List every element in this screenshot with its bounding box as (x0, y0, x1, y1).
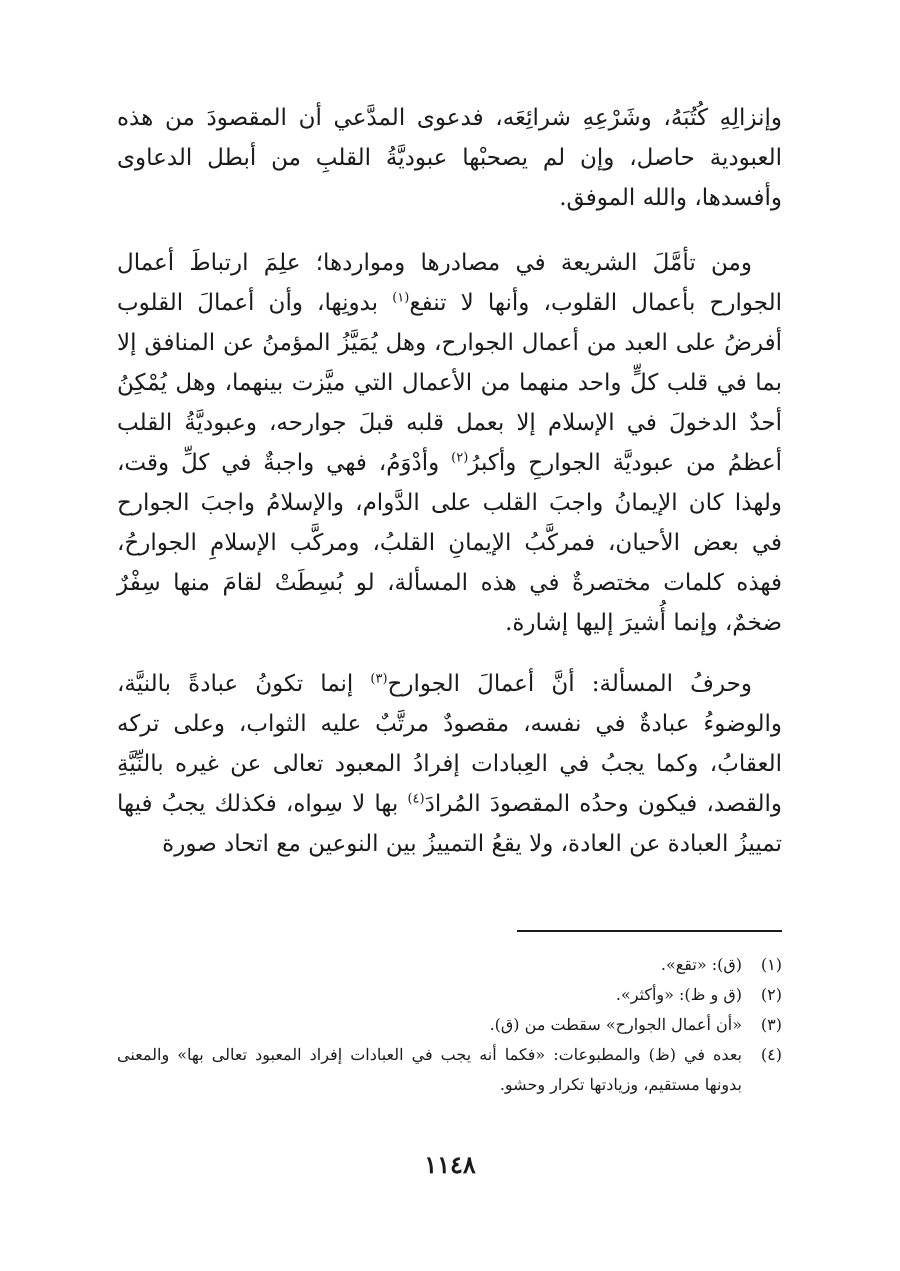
footnote-item (117, 1040, 782, 1100)
paragraph-gap (117, 218, 782, 243)
footnote-number: (٣) (760, 1015, 782, 1034)
paragraph-1: وإنزالِهِ كُتُبَهُ، وشَرْعِهِ شرائِعَه، فدعوى المدَّعي أن المقصودَ من هذه العبودية حاصل، وإن لم يصحبْها عبوديَّةُ القلبِ من أبطل الدعاوى وأفسدها، والله الموفق. (117, 105, 782, 211)
paragraph-3 (117, 664, 782, 864)
footnote-number: (٤) (760, 1045, 782, 1064)
page-number: ١١٤٨ (424, 1150, 476, 1179)
footnote-item (117, 980, 782, 1010)
footnote-text: (ق و ظ): «وأكثر». (615, 985, 742, 1004)
footnote-text: بعده في (ظ) والمطبوعات: «فكما أنه يجب في العبادات إفراد المعبود تعالى بها» والمعنى بدونها مستقيم، وزيادتها تكرار وحشو. (117, 1045, 742, 1094)
paragraph-gap (117, 643, 782, 664)
footnote-ref-4[interactable]: (٤) (407, 791, 425, 807)
footnote-number: (١) (760, 955, 782, 974)
footnote-ref-3[interactable]: (٣) (370, 671, 388, 687)
footnote-text: «أن أعمال الجوارح» سقطت من (ق). (489, 1015, 742, 1034)
paragraph-2-part-c: وأدْوَمُ، فهي واجبةٌ في كلِّ وقت، ولهذا كان الإيمانُ واجبَ القلب على الدَّوام، والإسلامُ واجبَ الجوارح في بعض الأحيان، فمركَّبُ الإيمانِ القلبُ، ومركَّب الإسلامِ الجوارحُ، فهذه كلمات مختصرةٌ في هذه المسألة، لو بُسِطَتْ لقامَ منها سِفْرٌ ضخمٌ، وإنما أُشيرَ إليها إشارة. (117, 450, 782, 636)
footnote-item (117, 1010, 782, 1040)
footnote-ref-1[interactable]: (١) (392, 290, 410, 306)
footnote-separator (517, 930, 782, 932)
footnote-item (117, 950, 782, 980)
paragraph-3-part-b: إنما تكونُ عبادةً بالنيَّة، والوضوءُ عبادةٌ في نفسه، مقصودٌ مرتَّبٌ عليه الثواب، وعلى تركه العقابُ، وكما يجبُ في العِبادات إفرادُ المعبود تعالى عن غيره بالنِّيَّةِ والقصد، فيكون وحدُه المقصودَ المُرادَ (117, 671, 782, 817)
footnote-ref-2[interactable]: (٢) (451, 450, 469, 466)
footnote-text: (ق): «تقع». (660, 955, 742, 974)
paragraph-2 (117, 243, 782, 643)
footnote-number: (٢) (760, 985, 782, 1004)
paragraph-2-part-b: بدونِها، وأن أعمالَ القلوب أفرضُ على العبد من أعمال الجوارح، وهل يُمَيَّزُ المؤمنُ عن المنافق إلا بما في قلب كلٍّ واحد منهما من الأعمال التي ميَّزت بينهما، وهل يُمْكِنُ أحدٌ الدخولَ في الإسلام إلا بعمل قلبه قبلَ جوارحه، وعبوديَّةُ القلب أعظمُ من عبوديَّة الجوارحِ وأكبرُ (117, 290, 782, 476)
paragraph-3-part-a: وحرفُ المسألة: أنَّ أعمالَ الجوارح (387, 671, 753, 697)
paragraph-3-part-c: بها لا سِواه، فكذلك يجبُ فيها تمييزُ العبادة عن العادة، ولا يقعُ التمييزُ بين النوعين مع اتحاد صورة (117, 791, 782, 857)
footnotes (117, 950, 782, 1100)
page-body (117, 98, 782, 864)
paragraph-2-part-a: ومن تأمَّلَ الشريعة في مصادرها ومواردها؛ علِمَ ارتباطَ أعمال الجوارح بأعمال القلوب، وأنها لا تنفع (117, 250, 782, 316)
